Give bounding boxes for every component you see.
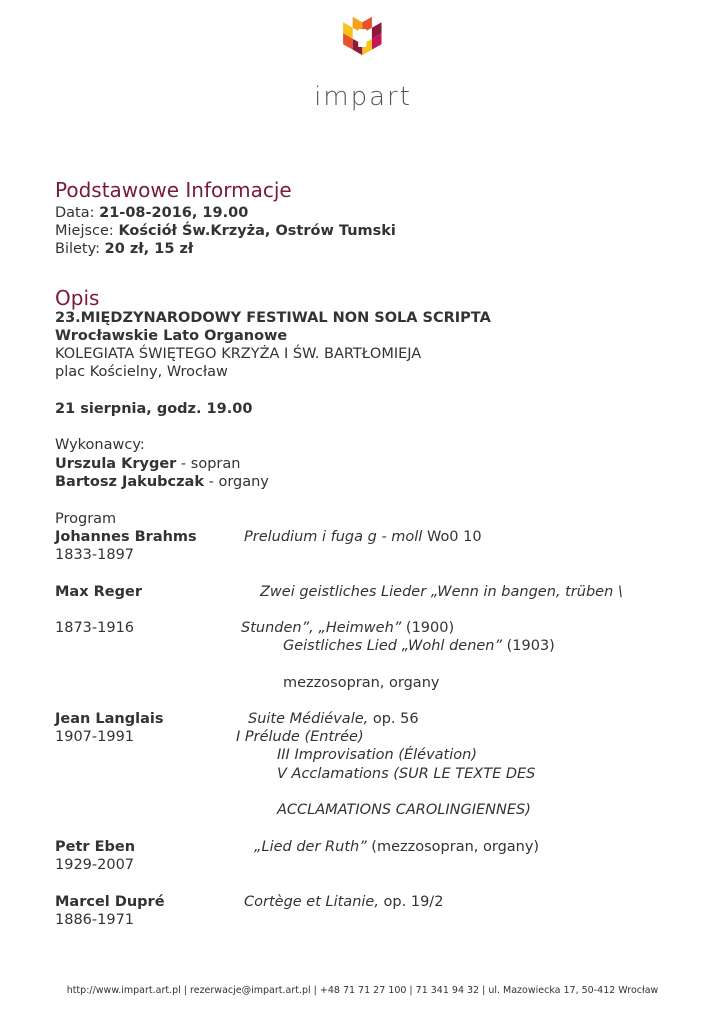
performer-name: Urszula Kryger bbox=[55, 456, 177, 472]
performer-role: - organy bbox=[204, 474, 269, 490]
composer-langlais: Jean Langlais bbox=[55, 711, 164, 727]
performer-1 bbox=[55, 455, 240, 473]
work-title: Cortège et Litanie, bbox=[244, 894, 379, 910]
series-name: Wrocławskie Lato Organowe bbox=[55, 328, 288, 344]
work-voices: (mezzosopran, organy) bbox=[366, 839, 540, 855]
composer-dupre: Marcel Dupré bbox=[55, 894, 165, 910]
composer-brahms: Johannes Brahms bbox=[55, 529, 197, 545]
logo-wordmark: impart bbox=[314, 82, 412, 112]
work-year: (1900) bbox=[401, 620, 455, 636]
work-brahms bbox=[244, 528, 482, 546]
tickets-value: 20 zł, 15 zł bbox=[104, 241, 194, 257]
performer-2 bbox=[55, 473, 269, 491]
date-label: Data: bbox=[55, 205, 95, 221]
work-reger-line1: Zwei geistliches Lieder „Wenn in bangen, trüben \ bbox=[260, 584, 623, 600]
years-eben: 1929-2007 bbox=[55, 857, 135, 873]
work-opus: op. 56 bbox=[368, 711, 419, 727]
langlais-part-1: I Prélude (Entrée) bbox=[236, 729, 364, 745]
work-title: Geistliches Lied „Wohl denen” bbox=[283, 638, 503, 654]
work-title: „Lied der Ruth” bbox=[254, 839, 367, 855]
langlais-part-2: III Improvisation (Élévation) bbox=[277, 747, 477, 763]
basic-info-heading: Podstawowe Informacje bbox=[55, 178, 292, 202]
date-line bbox=[55, 204, 248, 222]
concert-datetime: 21 sierpnia, godz. 19.00 bbox=[55, 401, 253, 417]
program-label: Program bbox=[55, 511, 117, 527]
years-reger: 1873-1916 bbox=[55, 620, 135, 636]
tickets-label: Bilety: bbox=[55, 241, 101, 257]
place-value: Kościół Św.Krzyża, Ostrów Tumski bbox=[118, 223, 396, 239]
work-year: (1903) bbox=[502, 638, 555, 654]
performers-label: Wykonawcy: bbox=[55, 437, 145, 453]
work-langlais bbox=[248, 710, 419, 728]
years-dupre: 1886-1971 bbox=[55, 912, 135, 928]
composer-eben: Petr Eben bbox=[55, 839, 136, 855]
venue-address: plac Kościelny, Wrocław bbox=[55, 364, 228, 380]
work-dupre bbox=[244, 893, 443, 911]
work-reger-line2 bbox=[241, 619, 454, 637]
years-brahms: 1833-1897 bbox=[55, 547, 135, 563]
work-title: Preludium i fuga g - moll bbox=[244, 529, 423, 545]
place-line bbox=[55, 222, 396, 240]
description-heading: Opis bbox=[55, 286, 100, 310]
langlais-part-3: V Acclamations (SUR LE TEXTE DES bbox=[277, 766, 536, 782]
place-label: Miejsce: bbox=[55, 223, 114, 239]
work-reger-line3 bbox=[283, 637, 555, 655]
composer-reger: Max Reger bbox=[55, 584, 142, 600]
years-langlais: 1907-1991 bbox=[55, 729, 135, 745]
work-catalog: Wo0 10 bbox=[422, 529, 482, 545]
impart-logo bbox=[312, 14, 414, 84]
work-title: Stunden”, „Heimweh” bbox=[241, 620, 402, 636]
festival-name: 23.MIĘDZYNARODOWY FESTIWAL NON SOLA SCRIPTA bbox=[55, 310, 491, 326]
footer-contact: http://www.impart.art.pl | rezerwacje@impart.art.pl | +48 71 71 27 100 | 71 341 94 32 | ul. Mazowiecka 17, 50-412 Wrocław bbox=[66, 985, 659, 996]
performer-name: Bartosz Jakubczak bbox=[55, 474, 204, 490]
work-opus: op. 19/2 bbox=[378, 894, 444, 910]
work-title: Suite Médiévale, bbox=[248, 711, 369, 727]
reger-voices: mezzosopran, organy bbox=[283, 675, 440, 691]
langlais-part-4: ACCLAMATIONS CAROLINGIENNES) bbox=[277, 802, 531, 818]
tickets-line bbox=[55, 240, 193, 258]
performer-role: - sopran bbox=[176, 456, 241, 472]
venue-name: KOLEGIATA ŚWIĘTEGO KRZYŻA I ŚW. BARTŁOMIEJA bbox=[55, 346, 422, 362]
work-eben bbox=[254, 838, 539, 856]
date-value: 21-08-2016, 19.00 bbox=[99, 205, 249, 221]
